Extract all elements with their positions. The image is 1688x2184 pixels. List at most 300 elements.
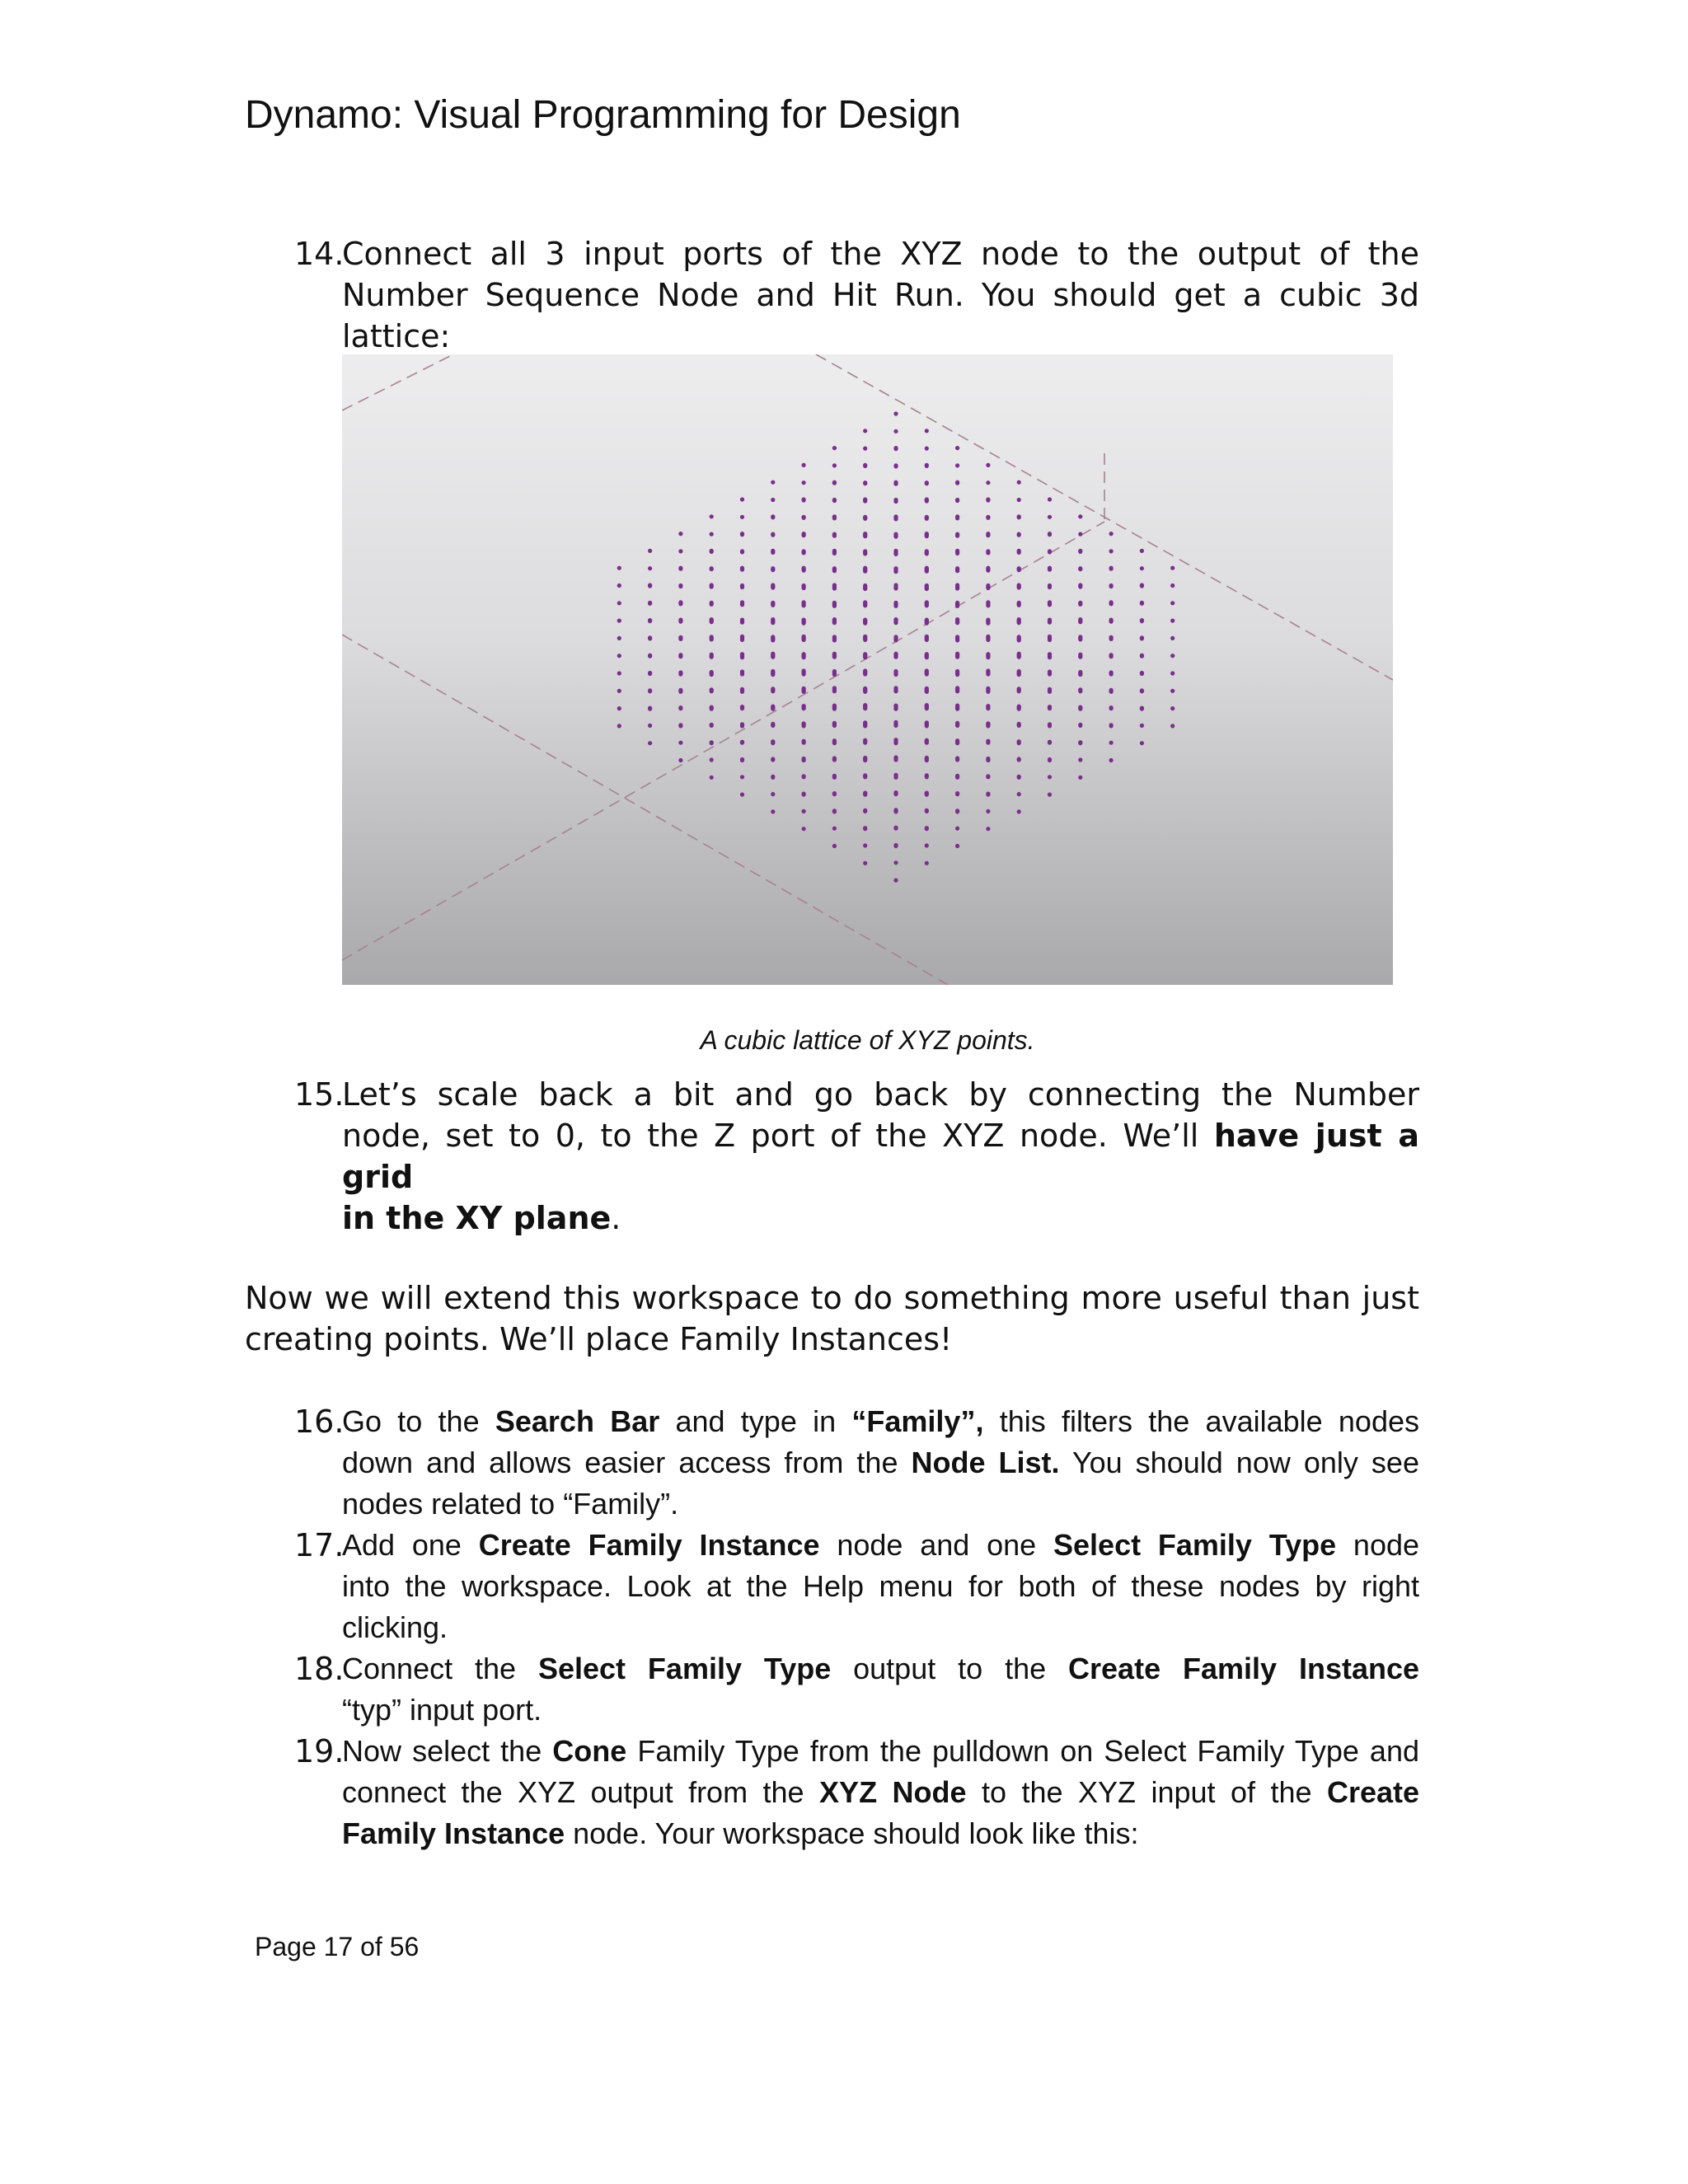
lattice-point xyxy=(893,808,898,812)
lattice-point xyxy=(986,809,990,813)
lattice-point xyxy=(863,720,867,724)
lattice-point xyxy=(1140,549,1144,553)
lattice-point xyxy=(986,549,990,553)
lattice-point xyxy=(771,617,775,621)
intro-paragraph xyxy=(245,1277,1419,1360)
lattice-point xyxy=(863,618,867,622)
lattice-point xyxy=(832,583,837,587)
lattice-point xyxy=(740,740,744,744)
paragraph-line-1: Now we will extend this workspace to do something more useful than just xyxy=(245,1280,1419,1316)
step-14-line-1: Connect all 3 input ports of the XYZ node to the output of the xyxy=(342,236,1419,272)
lattice-point xyxy=(802,618,806,622)
lattice-point xyxy=(832,532,837,537)
lattice-point xyxy=(678,741,682,745)
lattice-point xyxy=(771,566,775,570)
lattice-point xyxy=(678,618,682,622)
lattice-point xyxy=(955,617,959,621)
lattice-point xyxy=(1109,566,1114,570)
lattice-point xyxy=(1078,635,1082,639)
lattice-point xyxy=(1078,532,1082,537)
lattice-point xyxy=(986,757,990,761)
lattice-point xyxy=(1017,566,1021,570)
lattice-point xyxy=(678,758,682,762)
step-18-text: Connect the Select Family Type output to the Create Family Instance “typ” input port. xyxy=(342,1652,1420,1727)
lattice-point xyxy=(832,635,837,639)
lattice-point xyxy=(1078,740,1082,744)
lattice-point xyxy=(710,549,714,553)
lattice-point xyxy=(771,705,775,709)
lattice-point xyxy=(617,636,621,640)
lattice-point xyxy=(710,670,714,674)
step-15-text xyxy=(342,1074,1419,1239)
lattice-point xyxy=(1048,618,1052,622)
lattice-point xyxy=(986,532,990,536)
lattice-point xyxy=(802,635,806,639)
lattice-point xyxy=(832,686,837,690)
lattice-point xyxy=(955,446,959,450)
lattice-point xyxy=(678,705,682,710)
lattice-point xyxy=(863,861,867,865)
lattice-point xyxy=(771,792,775,796)
lattice-point xyxy=(832,514,837,518)
lattice-point xyxy=(893,860,898,865)
lattice-point xyxy=(1017,601,1021,605)
lattice-point xyxy=(893,411,898,415)
lattice-point xyxy=(1109,670,1114,674)
lattice-point xyxy=(893,635,898,639)
lattice-figure xyxy=(342,354,1393,985)
lattice-point xyxy=(832,480,837,485)
lattice-point xyxy=(955,844,959,848)
lattice-point xyxy=(740,669,744,673)
lattice-point xyxy=(925,447,929,451)
lattice-point xyxy=(802,566,806,570)
lattice-point xyxy=(1017,532,1021,537)
lattice-point xyxy=(925,756,929,760)
lattice-point xyxy=(1109,741,1114,745)
lattice-point xyxy=(1048,757,1052,762)
step-19-text: Now select the Cone Family Type from the pulldown on Select Family Type and connect the XYZ output from the XYZ Node to the XYZ input of the Create Family Instance node. Your workspace should look like this: xyxy=(342,1734,1420,1850)
lattice-point xyxy=(986,583,990,588)
lattice-point xyxy=(802,600,806,604)
lattice-point xyxy=(893,879,898,883)
lattice-point xyxy=(710,601,714,605)
lattice-point xyxy=(955,704,959,708)
lattice-point xyxy=(771,583,775,587)
lattice-point xyxy=(802,774,806,778)
lattice-point xyxy=(710,687,714,691)
lattice-point xyxy=(1170,566,1175,570)
lattice-point xyxy=(955,463,959,467)
lattice-point xyxy=(1109,705,1114,710)
lattice-point xyxy=(893,686,898,690)
lattice-point xyxy=(678,723,682,727)
lattice-point xyxy=(1109,618,1114,622)
lattice-point xyxy=(771,722,775,726)
lattice-point xyxy=(771,601,775,605)
lattice-point xyxy=(925,566,929,570)
lattice-point xyxy=(925,773,929,777)
lattice-point xyxy=(771,739,775,743)
lattice-point xyxy=(617,706,621,710)
lattice-point xyxy=(832,446,837,450)
lattice-point xyxy=(986,480,990,485)
step-14-number: 14. xyxy=(294,236,345,272)
lattice-point xyxy=(1017,635,1021,639)
lattice-point xyxy=(925,861,929,865)
lattice-point xyxy=(955,514,959,518)
lattice-point xyxy=(740,652,744,656)
lattice-point xyxy=(863,515,867,519)
lattice-point xyxy=(1109,688,1114,692)
lattice-point xyxy=(710,566,714,570)
lattice-point xyxy=(1017,480,1021,485)
lattice-point xyxy=(1048,652,1052,656)
lattice-point xyxy=(617,566,621,570)
lattice-point xyxy=(863,826,867,830)
lattice-point xyxy=(1048,515,1052,519)
lattice-point xyxy=(925,515,929,519)
lattice-point xyxy=(617,689,621,693)
lattice-point xyxy=(893,532,898,537)
step-15-number: 15. xyxy=(294,1076,345,1113)
lattice-point xyxy=(863,668,867,673)
lattice-point xyxy=(955,686,959,690)
lattice-point xyxy=(1017,498,1021,502)
lattice-point xyxy=(802,827,806,831)
lattice-point xyxy=(802,687,806,691)
lattice-point xyxy=(802,792,806,796)
lattice-point xyxy=(1078,757,1082,762)
step-16-text: Go to the Search Bar and type in “Family”, this filters the available nodes down and allows easier access from the Node List. You should now only see nodes related to “Family”. xyxy=(342,1404,1419,1521)
lattice-point xyxy=(710,635,714,639)
lattice-point xyxy=(1140,741,1144,745)
lattice-point xyxy=(1109,723,1114,727)
lattice-point xyxy=(863,429,867,433)
lattice-point xyxy=(678,532,682,536)
lattice-point xyxy=(955,532,959,537)
lattice-point xyxy=(893,790,898,794)
lattice-point xyxy=(986,668,990,673)
lattice-point xyxy=(986,739,990,743)
lattice-point xyxy=(1078,583,1082,587)
lattice-point xyxy=(955,738,959,743)
lattice-point xyxy=(832,704,837,708)
lattice-point xyxy=(893,514,898,518)
lattice-point xyxy=(1017,739,1021,743)
lattice-point xyxy=(955,652,959,656)
lattice-point xyxy=(802,652,806,656)
step-16-number: 16. xyxy=(294,1404,345,1440)
lattice-point xyxy=(986,827,990,831)
lattice-point xyxy=(893,429,898,434)
lattice-point xyxy=(740,775,744,779)
lattice-point xyxy=(955,480,959,485)
lattice-point xyxy=(740,635,744,639)
lattice-point xyxy=(740,722,744,726)
lattice-point xyxy=(648,566,652,570)
lattice-point xyxy=(863,738,867,743)
lattice-point xyxy=(986,497,990,501)
lattice-point xyxy=(617,601,621,605)
lattice-point xyxy=(1140,618,1144,622)
lattice-point xyxy=(863,566,867,570)
lattice-point xyxy=(986,652,990,656)
lattice-point xyxy=(678,600,682,604)
lattice-point xyxy=(1078,514,1082,518)
lattice-point xyxy=(925,843,929,847)
lattice-point xyxy=(925,480,929,485)
lattice-point xyxy=(893,738,898,742)
lattice-point xyxy=(1078,653,1082,657)
lattice-point xyxy=(925,532,929,536)
lattice-point xyxy=(1017,722,1021,726)
lattice-point xyxy=(1048,566,1052,570)
lattice-point xyxy=(955,669,959,673)
lattice-point xyxy=(832,566,837,570)
lattice-point xyxy=(771,549,775,553)
lattice-point xyxy=(740,549,744,553)
lattice-point xyxy=(617,654,621,658)
lattice-point xyxy=(1109,758,1114,762)
lattice-point xyxy=(863,808,867,813)
lattice-point xyxy=(832,601,837,605)
lattice-point xyxy=(832,652,837,656)
lattice-point xyxy=(986,566,990,570)
lattice-point xyxy=(925,583,929,588)
lattice-point xyxy=(955,601,959,605)
lattice-point xyxy=(678,670,682,674)
lattice-point xyxy=(955,774,959,778)
lattice-point xyxy=(678,653,682,657)
step-15-line-3b: . xyxy=(611,1200,621,1236)
lattice-point xyxy=(925,791,929,795)
step-15-line-3a: in the XY plane xyxy=(342,1200,612,1236)
lattice-point xyxy=(648,671,652,675)
lattice-point xyxy=(863,497,867,501)
lattice-point xyxy=(648,618,652,622)
lattice-point xyxy=(925,652,929,656)
lattice-point xyxy=(893,446,898,450)
lattice-point xyxy=(955,549,959,553)
lattice-point xyxy=(1078,670,1082,674)
lattice-point xyxy=(1170,706,1175,710)
lattice-point xyxy=(893,773,898,777)
lattice-point xyxy=(955,498,959,502)
lattice-point xyxy=(771,669,775,673)
lattice-point xyxy=(648,583,652,587)
lattice-point xyxy=(986,721,990,725)
lattice-point xyxy=(925,808,929,813)
lattice-point xyxy=(617,724,621,728)
lattice-point xyxy=(893,601,898,605)
lattice-point xyxy=(771,480,775,485)
lattice-point xyxy=(710,617,714,621)
lattice-point xyxy=(893,498,898,502)
lattice-point xyxy=(1140,671,1144,675)
lattice-point xyxy=(1017,792,1021,796)
lattice-point xyxy=(1017,687,1021,691)
lattice-point xyxy=(1109,532,1114,536)
lattice-point xyxy=(925,429,929,433)
lattice-point xyxy=(893,583,898,587)
lattice-point xyxy=(863,583,867,588)
lattice-point xyxy=(1109,549,1114,553)
lattice-point xyxy=(648,706,652,710)
lattice-point xyxy=(1048,740,1052,744)
lattice-point xyxy=(648,654,652,658)
lattice-point xyxy=(771,532,775,537)
lattice-point xyxy=(1170,583,1175,588)
lattice-point xyxy=(893,704,898,708)
lattice-point xyxy=(771,498,775,502)
lattice-point xyxy=(832,808,837,813)
lattice-point xyxy=(863,463,867,467)
lattice-point xyxy=(986,687,990,691)
lattice-point xyxy=(1140,724,1144,728)
lattice-point xyxy=(893,755,898,759)
lattice-point xyxy=(925,618,929,622)
lattice-point xyxy=(832,721,837,725)
lattice-point xyxy=(863,480,867,485)
lattice-point xyxy=(863,773,867,777)
lattice-point xyxy=(1048,549,1052,553)
lattice-point xyxy=(678,583,682,588)
step-14-text xyxy=(342,233,1419,357)
step-17-number: 17. xyxy=(294,1527,345,1563)
lattice-point xyxy=(986,600,990,604)
lattice-point xyxy=(802,757,806,761)
lattice-point xyxy=(986,704,990,708)
lattice-point xyxy=(832,463,837,467)
lattice-point xyxy=(1170,619,1175,623)
lattice-point xyxy=(1078,705,1082,710)
lattice-point xyxy=(1170,689,1175,693)
lattice-point xyxy=(986,618,990,622)
lattice-point xyxy=(1048,635,1052,639)
lattice-point xyxy=(678,688,682,692)
lattice-point xyxy=(1078,723,1082,727)
lattice-point xyxy=(1078,601,1082,605)
lattice-point xyxy=(771,687,775,691)
lattice-point xyxy=(1170,671,1175,675)
lattice-point xyxy=(1017,775,1021,779)
lattice-point xyxy=(832,756,837,760)
lattice-point xyxy=(710,653,714,657)
lattice-point xyxy=(832,498,837,502)
lattice-point xyxy=(863,532,867,536)
lattice-point xyxy=(710,532,714,537)
lattice-point xyxy=(802,739,806,743)
figure-caption: A cubic lattice of XYZ points. xyxy=(700,1025,1035,1055)
lattice-point xyxy=(648,724,652,728)
lattice-point xyxy=(802,515,806,519)
lattice-point xyxy=(710,514,714,518)
lattice-point xyxy=(1078,687,1082,691)
lattice-point xyxy=(986,515,990,519)
lattice-point xyxy=(710,740,714,744)
lattice-point xyxy=(1048,687,1052,691)
lattice-point xyxy=(925,703,929,707)
lattice-point xyxy=(740,497,744,501)
lattice-point xyxy=(1140,688,1144,692)
lattice-point xyxy=(617,619,621,623)
lattice-point xyxy=(802,549,806,553)
lattice-point xyxy=(740,583,744,588)
lattice-point xyxy=(832,827,837,831)
lattice-point xyxy=(1140,566,1144,570)
lattice-point xyxy=(617,583,621,588)
lattice-point xyxy=(1048,775,1052,779)
lattice-point xyxy=(771,775,775,779)
lattice-point xyxy=(925,668,929,673)
step-15-line-2a: node, set to 0, to the Z port of the XYZ node. We’ll xyxy=(342,1118,1214,1154)
lattice-point xyxy=(925,635,929,639)
lattice-point xyxy=(710,757,714,762)
lattice-point xyxy=(893,463,898,467)
lattice-point xyxy=(740,705,744,709)
step-17-text: Add one Create Family Instance node and one Select Family Type node into the workspace. Look at the Help menu for both of these nodes by right clicking. xyxy=(342,1528,1420,1644)
lattice-point xyxy=(1170,724,1175,728)
lattice-point xyxy=(740,600,744,604)
lattice-point xyxy=(802,480,806,485)
lattice-point xyxy=(893,652,898,656)
lattice-point xyxy=(863,447,867,451)
lattice-point xyxy=(802,497,806,501)
lattice-point xyxy=(648,601,652,605)
lattice-point xyxy=(1048,705,1052,709)
lattice-point xyxy=(1140,601,1144,605)
lattice-point xyxy=(1048,497,1052,501)
lattice-point xyxy=(955,791,959,795)
lattice-point xyxy=(771,757,775,761)
lattice-point xyxy=(832,791,837,795)
lattice-point xyxy=(925,549,929,553)
lattice-point xyxy=(1017,583,1021,587)
lattice-point xyxy=(740,687,744,691)
page-footer: Page 17 of 56 xyxy=(255,1932,420,1961)
lattice-point xyxy=(1048,583,1052,588)
lattice-point xyxy=(802,809,806,813)
lattice-point xyxy=(832,617,837,621)
lattice-point xyxy=(802,532,806,536)
lattice-point xyxy=(678,566,682,570)
lattice-point xyxy=(986,463,990,467)
lattice-point xyxy=(648,549,652,553)
lattice-point xyxy=(802,704,806,708)
lattice-point xyxy=(648,688,652,692)
lattice-point xyxy=(925,687,929,691)
lattice-point xyxy=(1140,583,1144,587)
lattice-point xyxy=(1017,669,1021,673)
lattice-point xyxy=(678,549,682,553)
lattice-point xyxy=(955,827,959,831)
lattice-point xyxy=(863,600,867,604)
lattice-point xyxy=(925,600,929,604)
step-14-line-3: lattice: xyxy=(342,318,451,354)
lattice-point xyxy=(863,549,867,553)
lattice-point xyxy=(710,776,714,780)
lattice-point xyxy=(1170,654,1175,658)
lattice-point xyxy=(740,515,744,519)
lattice-point xyxy=(648,635,652,640)
lattice-point xyxy=(832,549,837,553)
paragraph-line-2: creating points. We’ll place Family Instances! xyxy=(245,1321,953,1357)
lattice-point xyxy=(1078,617,1082,621)
page-header: Dynamo: Visual Programming for Design xyxy=(245,93,961,137)
lattice-point xyxy=(678,635,682,640)
lattice-point xyxy=(955,583,959,587)
